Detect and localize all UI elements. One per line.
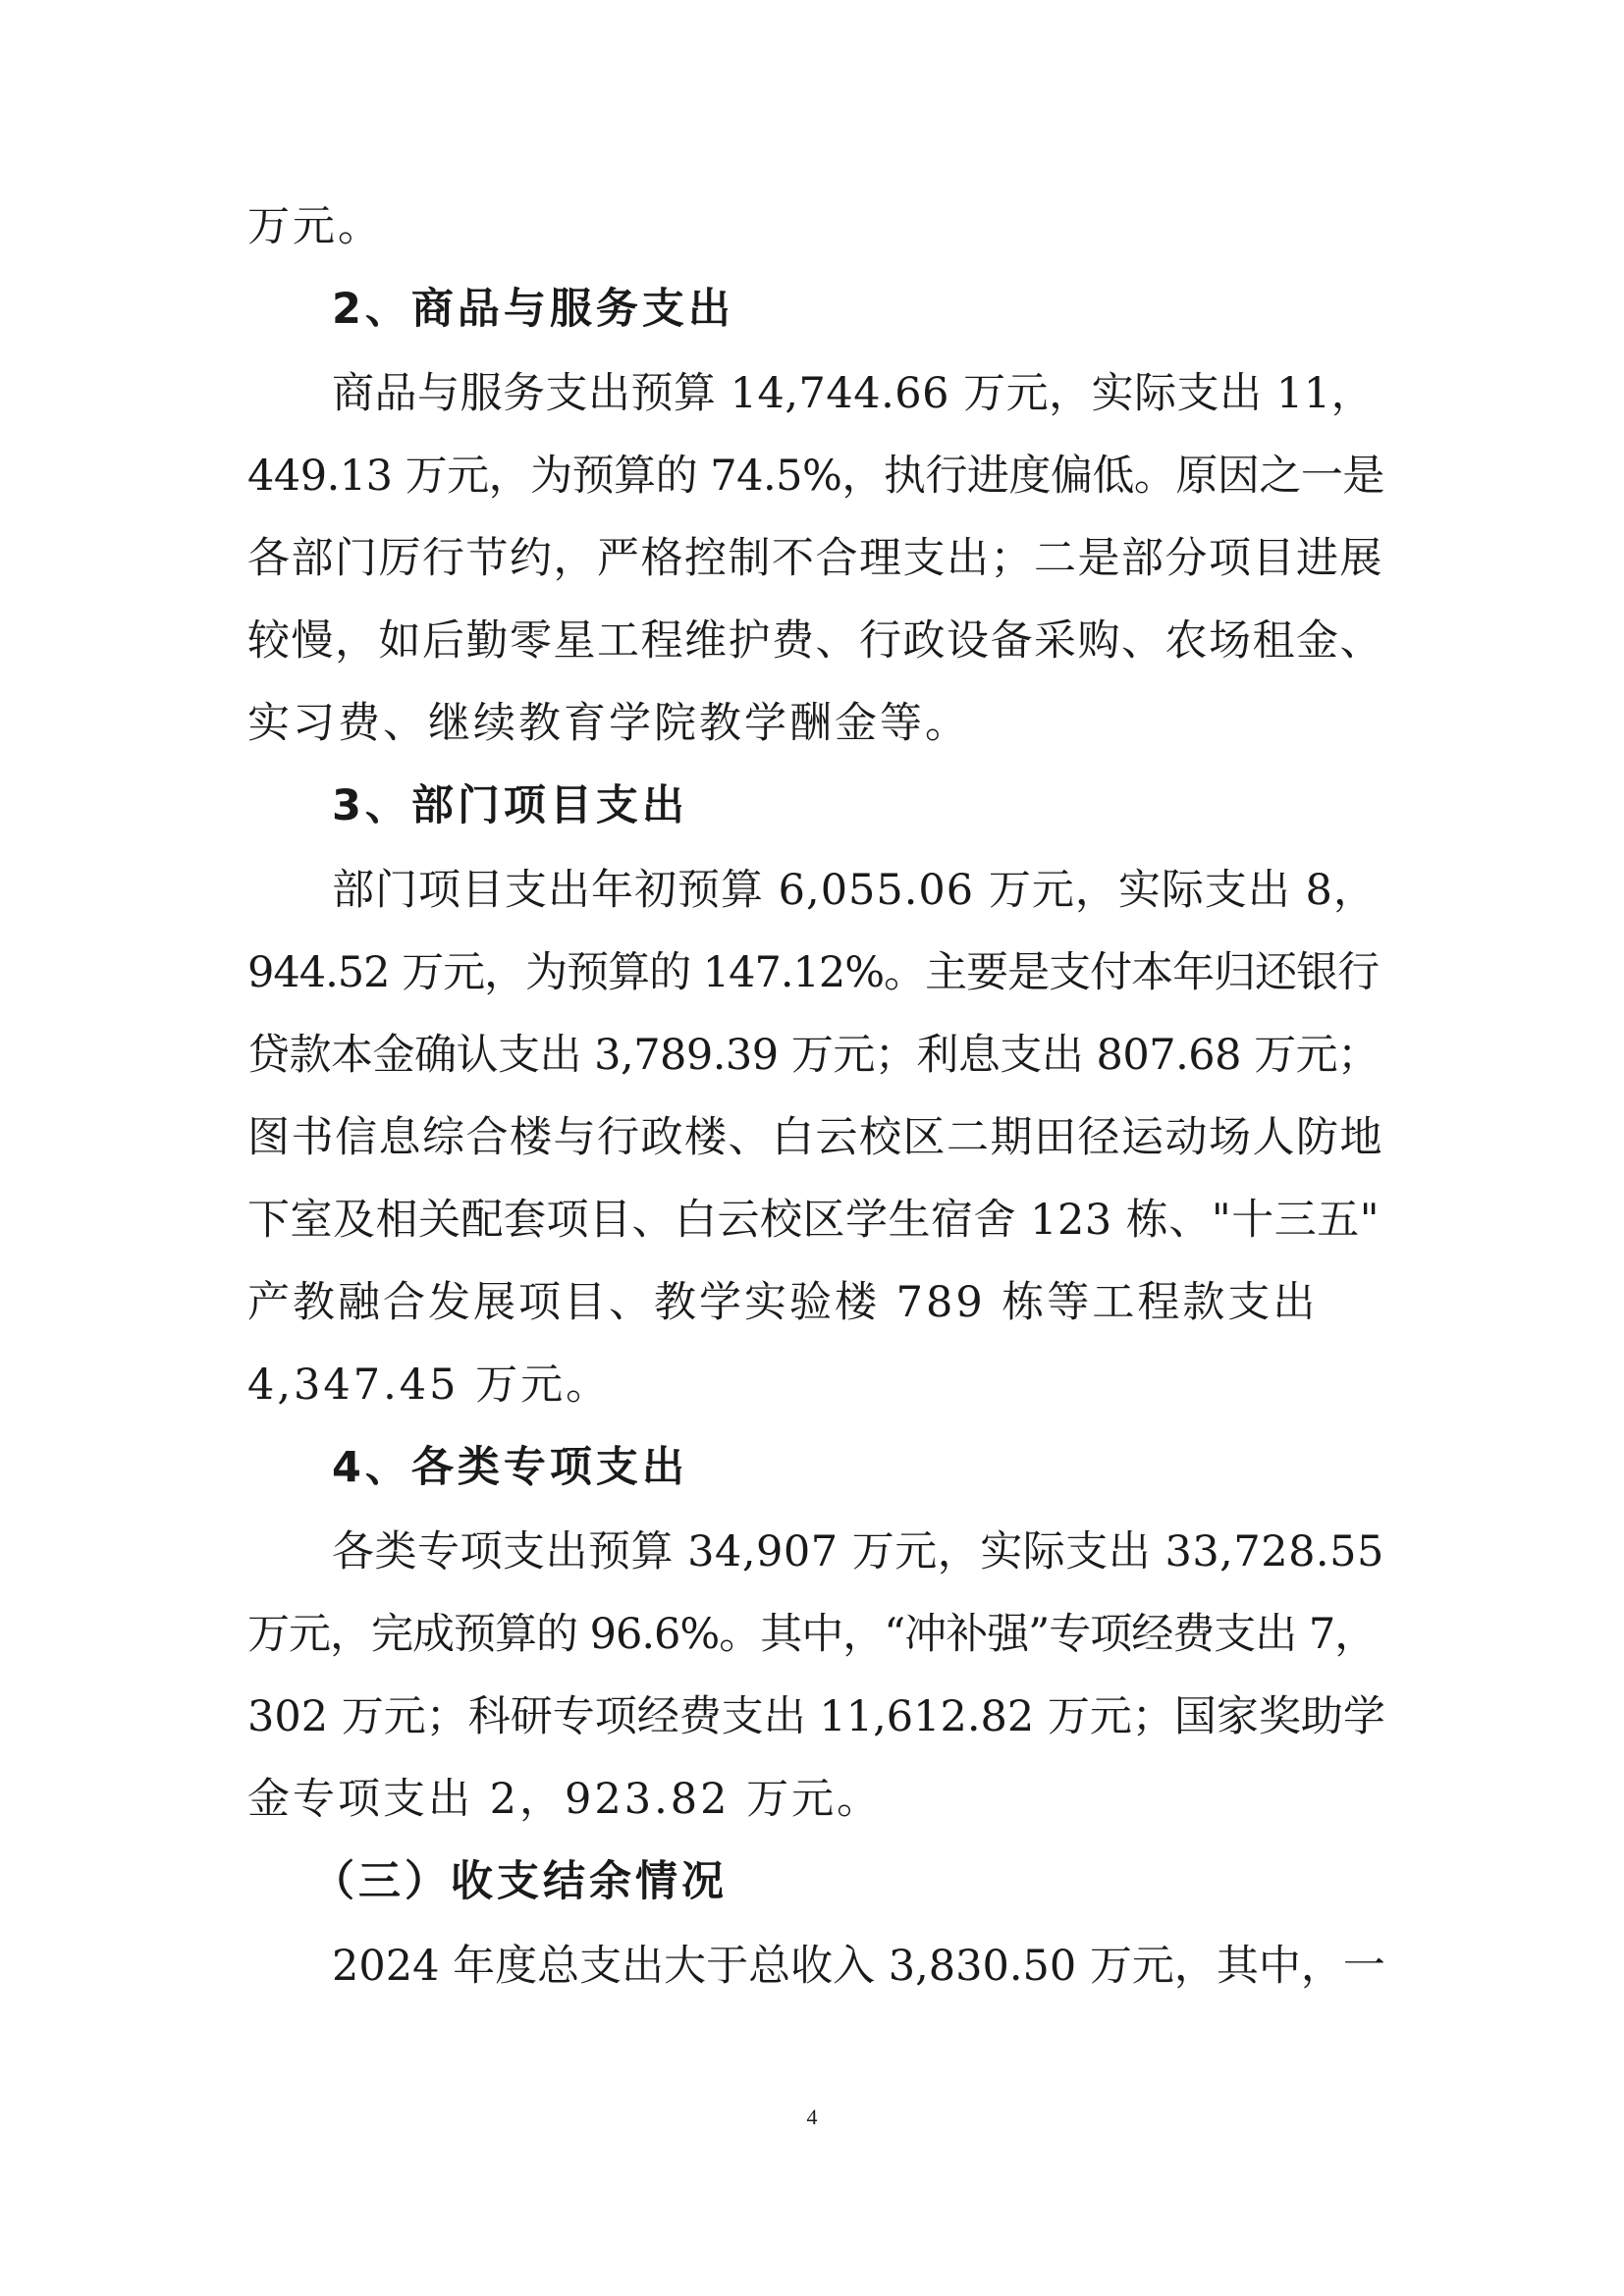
page-number: 4	[806, 2105, 818, 2129]
text-line: 下室及相关配套项目、白云校区学生宿舍 123 栋、"十三五"	[247, 1196, 1380, 1245]
text-line: 金专项支出 2，923.82 万元。	[247, 1775, 883, 1824]
text-line: 万元，完成预算的 96.6%。其中，“冲补强”专项经费支出 7，	[247, 1610, 1377, 1659]
section-heading-balance: （三）收支结余情况	[312, 1857, 728, 1906]
text-line: 实习费、继续教育学院教学酬金等。	[247, 699, 970, 748]
section-heading-department-projects: 3、部门项目支出	[332, 781, 688, 830]
section-heading-special-expenditures: 4、各类专项支出	[332, 1443, 688, 1492]
section-heading-goods-services: 2、商品与服务支出	[332, 285, 734, 334]
text-line: 贷款本金确认支出 3,789.39 万元；利息支出 807.68 万元；	[247, 1031, 1380, 1080]
text-line: 944.52 万元，为预算的 147.12%。主要是支付本年归还银行	[247, 948, 1380, 997]
text-line: 较慢，如后勤零星工程维护费、行政设备采购、农场租金、	[247, 616, 1383, 666]
text-line: 302 万元；科研专项经费支出 11,612.82 万元；国家奖助学	[247, 1692, 1385, 1741]
text-line: 商品与服务支出预算 14,744.66 万元，实际支出 11，	[332, 369, 1375, 418]
text-line: 各类专项支出预算 34,907 万元，实际支出 33,728.55	[332, 1527, 1384, 1576]
text-line: 图书信息综合楼与行政楼、白云校区二期田径运动场人防地	[247, 1113, 1383, 1162]
text-line: 部门项目支出年初预算 6,055.06 万元，实际支出 8，	[332, 866, 1377, 915]
text-line: 产教融合发展项目、教学实验楼 789 栋等工程款支出	[247, 1278, 1319, 1327]
text-line: 2024 年度总支出大于总收入 3,830.50 万元，其中，一	[332, 1942, 1385, 1991]
text-line: 4,347.45 万元。	[247, 1361, 612, 1410]
text-line: 万元。	[247, 202, 383, 251]
text-line: 449.13 万元，为预算的 74.5%，执行进度偏低。原因之一是	[247, 452, 1384, 501]
text-line: 各部门厉行节约，严格控制不合理支出；二是部分项目进展	[247, 534, 1383, 583]
